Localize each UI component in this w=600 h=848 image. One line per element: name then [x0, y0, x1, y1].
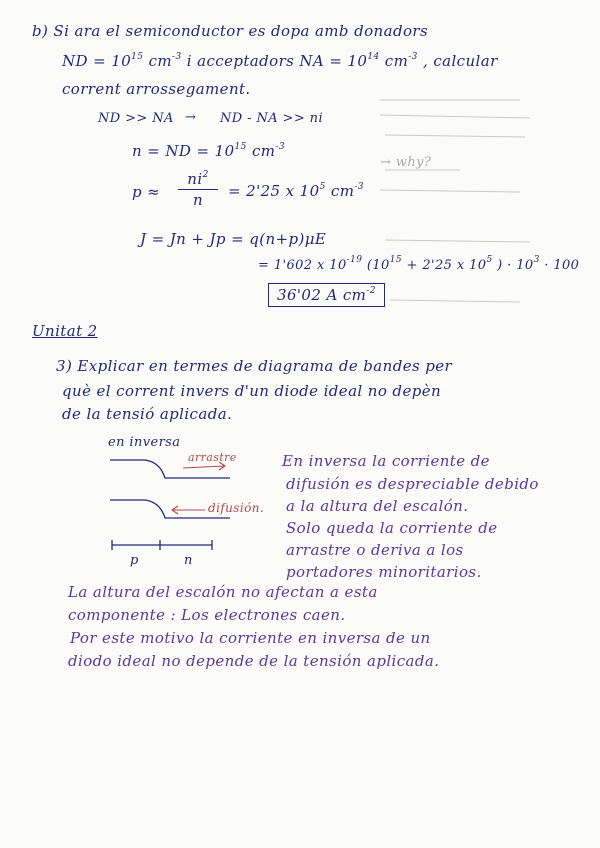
answer-more-2: componente : Los electrones caen. [68, 606, 346, 624]
answer-more-3: Por este motivo la corriente en inversa de un [70, 629, 431, 647]
why-note: → why? [380, 155, 432, 170]
j-substitution: = 1'602 x $10^{-19}$ ($10^{15} + 2'25$ x $10^5$ ) · $10^3 \cdot 100$ [258, 255, 580, 273]
label-n: n [184, 553, 193, 568]
label-arrastre: arrastre [188, 451, 237, 464]
answer-line-2: difusión es despreciable debido [286, 475, 539, 493]
label-difusion: difusión. [208, 501, 265, 515]
label-p: p [130, 553, 139, 568]
j-equation: J = Jn + Jp = q(n+p)μE [140, 230, 327, 248]
question-3-line2: què el corrent invers d'un diode ideal no depèn [62, 382, 442, 400]
condition-arrow: → [185, 110, 197, 125]
answer-line-3: a la altura del escalón. [286, 497, 469, 515]
diagram-title: en inversa [108, 435, 181, 450]
answer-more-4: diodo ideal no depende de la tensión aplicada. [68, 652, 440, 670]
n-equation: n = ND = $10^{15}$ $cm^{-3}$ [132, 142, 285, 160]
condition-left: ND >> NA [98, 111, 174, 126]
part-b-line1: b) Si ara el semiconductor es dopa amb donadors [32, 22, 429, 40]
arrastre-arrow [183, 466, 225, 468]
part-b-line3: corrent arrossegament. [62, 80, 251, 98]
answer-line-1: En inversa la corriente de [282, 452, 490, 470]
answer-more-1: La altura del escalón no afectan a esta [68, 583, 378, 601]
part-b-line2: ND = $10^{15}$ $cm^{-3}$ i acceptadors NA = $10^{14}$ $cm^{-3}$ , calcular [62, 52, 498, 70]
p-approx: p ≈ [132, 183, 161, 201]
question-3-line1: 3) Explicar en termes de diagrama de bandes per [56, 357, 453, 375]
answer-line-4: Solo queda la corriente de [286, 519, 498, 537]
p-fraction: $\frac{ni^2}{n}$ [178, 170, 218, 209]
question-3-line3: de la tensió aplicada. [62, 405, 233, 423]
answer-line-5: arrastre o deriva a los [286, 541, 464, 559]
j-result-box: 36'02 A $cm^{-2}$ [268, 283, 385, 307]
condition-right: ND - NA >> ni [220, 111, 323, 126]
unitat-2-heading: Unitat 2 [32, 322, 98, 340]
p-result: = 2'25 x $10^5$ $cm^{-3}$ [228, 182, 364, 200]
answer-line-6: portadores minoritarios. [286, 563, 482, 581]
